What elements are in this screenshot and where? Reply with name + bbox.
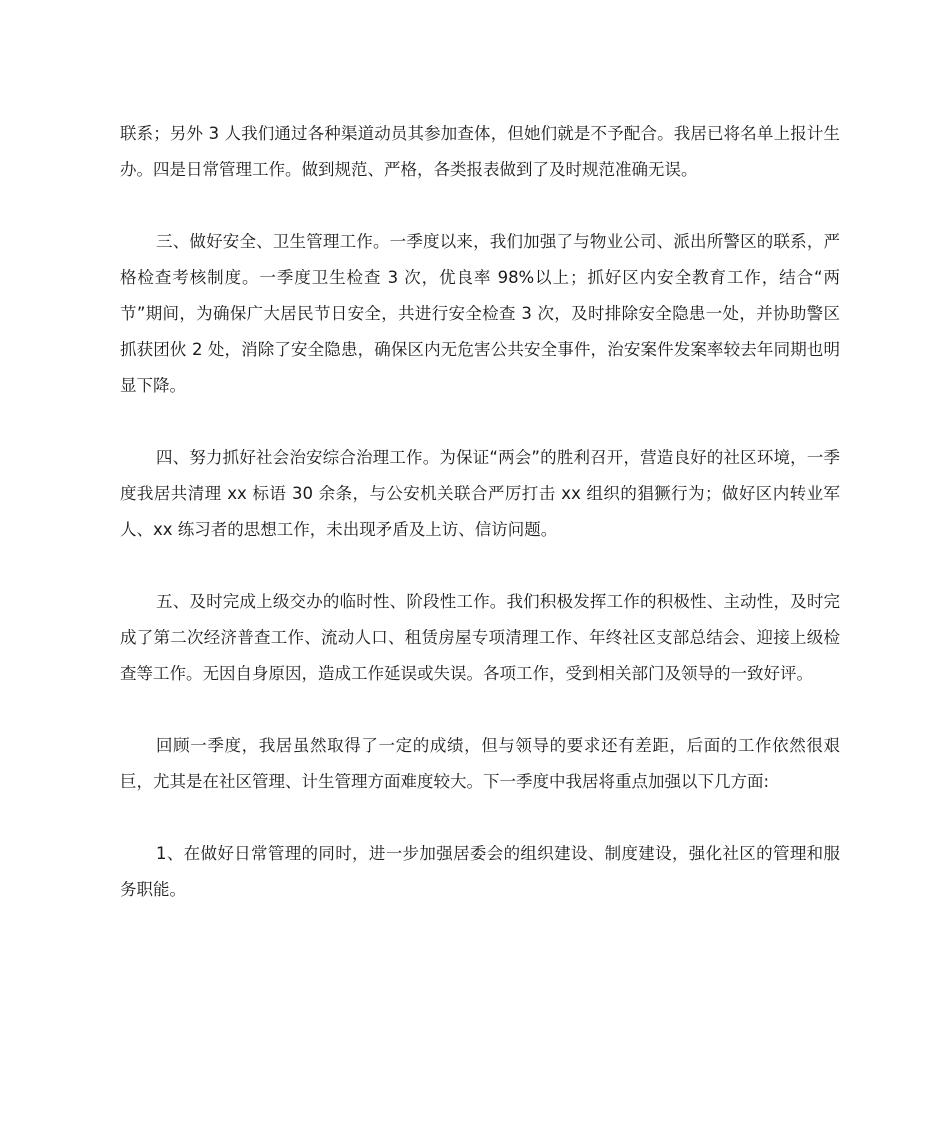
document-body: [120, 116, 840, 944]
paragraph-public-security: 四、努力抓好社会治安综合治理工作。为保证“两会”的胜利召开，营造良好的社区环境，一季度我居共清理 xx 标语 30 余条，与公安机关联合严厉打击 xx 组织的猖獗行为；做好区内转业军人、xx 练习者的思想工作，未出现矛盾及上访、信访问题。: [120, 448, 840, 539]
paragraph-plan-item-1: 1、在做好日常管理的同时，进一步加强居委会的组织建设、制度建设，强化社区的管理和服务职能。: [120, 844, 840, 899]
paragraph-review: 回顾一季度，我居虽然取得了一定的成绩，但与领导的要求还有差距，后面的工作依然很艰巨，尤其是在社区管理、计生管理方面难度较大。下一季度中我居将重点加强以下几方面:: [120, 736, 840, 791]
paragraph-safety-hygiene: 三、做好安全、卫生管理工作。一季度以来，我们加强了与物业公司、派出所警区的联系，严格检查考核制度。一季度卫生检查 3 次，优良率 98%以上；抓好区内安全教育工作，结合“两节”期间，为确保广大居民节日安全，共进行安全检查 3 次，及时排除安全隐患一处，并协助警区抓获团伙 2 处，消除了安全隐患，确保区内无危害公共安全事件，治安案件发案率较去年同期也明显下降。: [120, 232, 840, 395]
paragraph-continuation: 联系；另外 3 人我们通过各种渠道动员其参加查体，但她们就是不予配合。我居已将名单上报计生办。四是日常管理工作。做到规范、严格，各类报表做到了及时规范准确无误。: [120, 124, 840, 179]
paragraph-assigned-tasks: 五、及时完成上级交办的临时性、阶段性工作。我们积极发挥工作的积极性、主动性，及时完成了第二次经济普查工作、流动人口、租赁房屋专项清理工作、年终社区支部总结会、迎接上级检查等工作。无因自身原因，造成工作延误或失误。各项工作，受到相关部门及领导的一致好评。: [120, 592, 840, 683]
